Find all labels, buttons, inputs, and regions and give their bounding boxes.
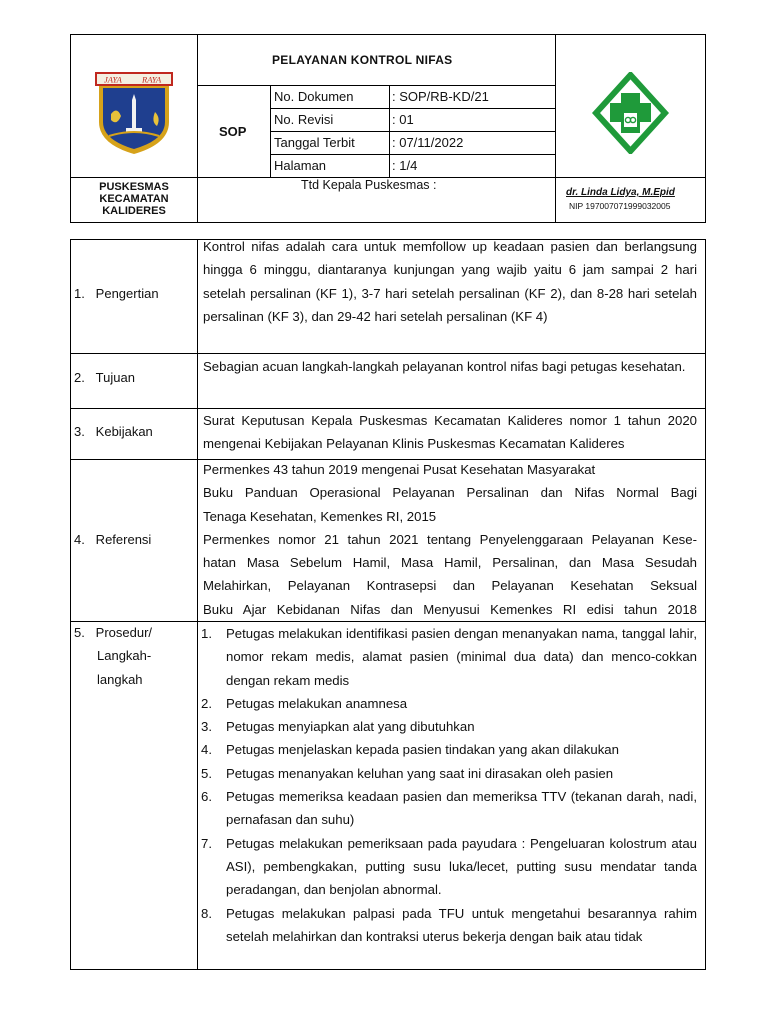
section-text-kebijakan: Surat Keputusan Kepala Puskesmas Kecamatan Kalideres nomor 1 tahun 2020 mengenai Kebijakan Pelayanan Klinis Puskesmas Kecamatan Kalideres — [203, 413, 697, 452]
step-number: 3. — [201, 719, 212, 735]
meta-label-dokumen: No. Dokumen — [274, 89, 354, 104]
jakarta-emblem-icon — [95, 70, 173, 156]
list-item — [201, 738, 697, 761]
referensi-list — [203, 458, 697, 621]
sop-label: SOP — [219, 124, 247, 139]
meta-value-dokumen: : SOP/RB-KD/21 — [392, 89, 489, 104]
referensi-line: Melahirkan, Pelayanan Kontrasepsi dan Pelayanan Kesehatan Seksual — [203, 578, 697, 594]
step-number: 8. — [201, 905, 212, 921]
section-label-tujuan: 2. Tujuan — [74, 370, 135, 385]
org-line-1: PUSKESMAS — [99, 181, 169, 193]
step-text: Petugas melakukan identifikasi pasien dengan menanyakan nama, tanggal lahir, nomor rekam medis, alamat pasien (minimal dua data) dan menco-cokkan dengan rekam medis — [226, 626, 697, 688]
section-label-pengertian: 1. Pengertian — [74, 286, 159, 301]
meta-value-revisi: : 01 — [392, 112, 414, 127]
step-text: Petugas melakukan anamnesa — [226, 695, 408, 711]
section-label-referensi: 4. Referensi — [74, 532, 152, 547]
procedure-steps — [201, 622, 697, 948]
step-text: Petugas menyiapkan alat yang dibutuhkan — [226, 719, 475, 735]
step-number: 2. — [201, 695, 212, 711]
step-text: Petugas menanyakan keluhan yang saat ini dirasakan oleh pasien — [226, 765, 614, 781]
meta-label-revisi: No. Revisi — [274, 112, 334, 127]
referensi-line: hatan Masa Sebelum Hamil, Masa Hamil, Persalinan, dan Masa Sesudah — [203, 555, 697, 571]
step-text: Petugas melakukan pemeriksaan pada payudara : Pengeluaran kolostrum atau ASI), pembengkakan, putting susu luka/lecet, putting susu mendatar tanda peradangan, dan benjolan abnormal. — [226, 835, 697, 898]
signer-nip: NIP 197007071999032005 — [569, 201, 671, 211]
step-number: 7. — [201, 835, 212, 851]
step-text: Petugas memeriksa keadaan pasien dan memeriksa TTV (tekanan darah, nadi, pernafasan dan suhu) — [226, 789, 697, 828]
list-item — [201, 902, 697, 949]
referensi-line: Tenaga Kesehatan, Kemenkes RI, 2015 — [203, 508, 437, 524]
section-text-pengertian: Kontrol nifas adalah cara untuk memfollow up keadaan pasien dan berlangsung hingga 6 minggu, diantaranya kunjungan yang wajib yaitu 6 jam sampai 2 hari setelah persalinan (KF 1), 3-7 hari setelah persalinan (KF 2), dan 8-28 hari setelah persalinan (KF 3), dan 29-42 hari setelah persalinan (KF 4) — [203, 239, 697, 324]
list-item — [201, 762, 697, 785]
referensi-line: Permenkes 43 tahun 2019 mengenai Pusat Kesehatan Masyarakat — [203, 462, 596, 477]
step-number: 4. — [201, 742, 212, 758]
section-label-kebijakan: 3. Kebijakan — [74, 424, 153, 439]
step-number: 5. — [201, 765, 212, 781]
emblem-text-left: JAYA — [104, 74, 122, 85]
org-line-2: KECAMATAN — [99, 193, 169, 205]
puskesmas-logo-icon — [592, 72, 669, 154]
list-item — [201, 785, 697, 832]
step-text: Petugas menjelaskan kepada pasien tindakan yang akan dilakukan — [226, 742, 619, 758]
meta-label-tanggal: Tanggal Terbit — [274, 135, 355, 150]
meta-value-halaman: : 1/4 — [392, 158, 418, 173]
list-item — [201, 832, 697, 902]
section-text-tujuan: Sebagian acuan langkah-langkah pelayanan kontrol nifas bagi petugas kesehatan. — [203, 359, 686, 374]
referensi-line: Buku Ajar Kebidanan Nifas dan Menyusui Kemenkes RI edisi tahun 2018 — [203, 601, 697, 617]
signer-name: dr. Linda Lidya, M.Epid — [566, 187, 675, 198]
page-title: PELAYANAN KONTROL NIFAS — [272, 53, 453, 67]
list-item — [201, 715, 697, 738]
signature-caption: Ttd Kepala Puskesmas : — [301, 178, 437, 192]
step-text: Petugas melakukan palpasi pada TFU untuk mengetahui besarannya rahim setelah melahirkan dan kontraksi uterus bekerja dengan baik atau tidak — [226, 905, 697, 944]
org-line-3: KALIDERES — [102, 205, 166, 217]
emblem-text-right: RAYA — [142, 74, 162, 85]
org-name — [70, 181, 198, 217]
section-label-prosedur — [74, 621, 152, 691]
step-number: 1. — [201, 626, 212, 641]
referensi-line: Permenkes nomor 21 tahun 2021 tentang Penyelenggaraan Pelayanan Kese- — [203, 531, 697, 547]
prosedur-label-line-1: 5. Prosedur/ — [74, 625, 153, 640]
referensi-line: Buku Panduan Operasional Pelayanan Persalinan dan Nifas Normal Bagi — [203, 485, 697, 501]
step-number: 6. — [201, 789, 212, 805]
prosedur-label-line-2: Langkah- — [97, 648, 152, 664]
list-item — [201, 692, 697, 715]
prosedur-label-line-3: langkah — [97, 671, 143, 687]
meta-value-tanggal: : 07/11/2022 — [392, 135, 464, 150]
list-item — [201, 622, 697, 692]
meta-label-halaman: Halaman — [274, 158, 327, 173]
